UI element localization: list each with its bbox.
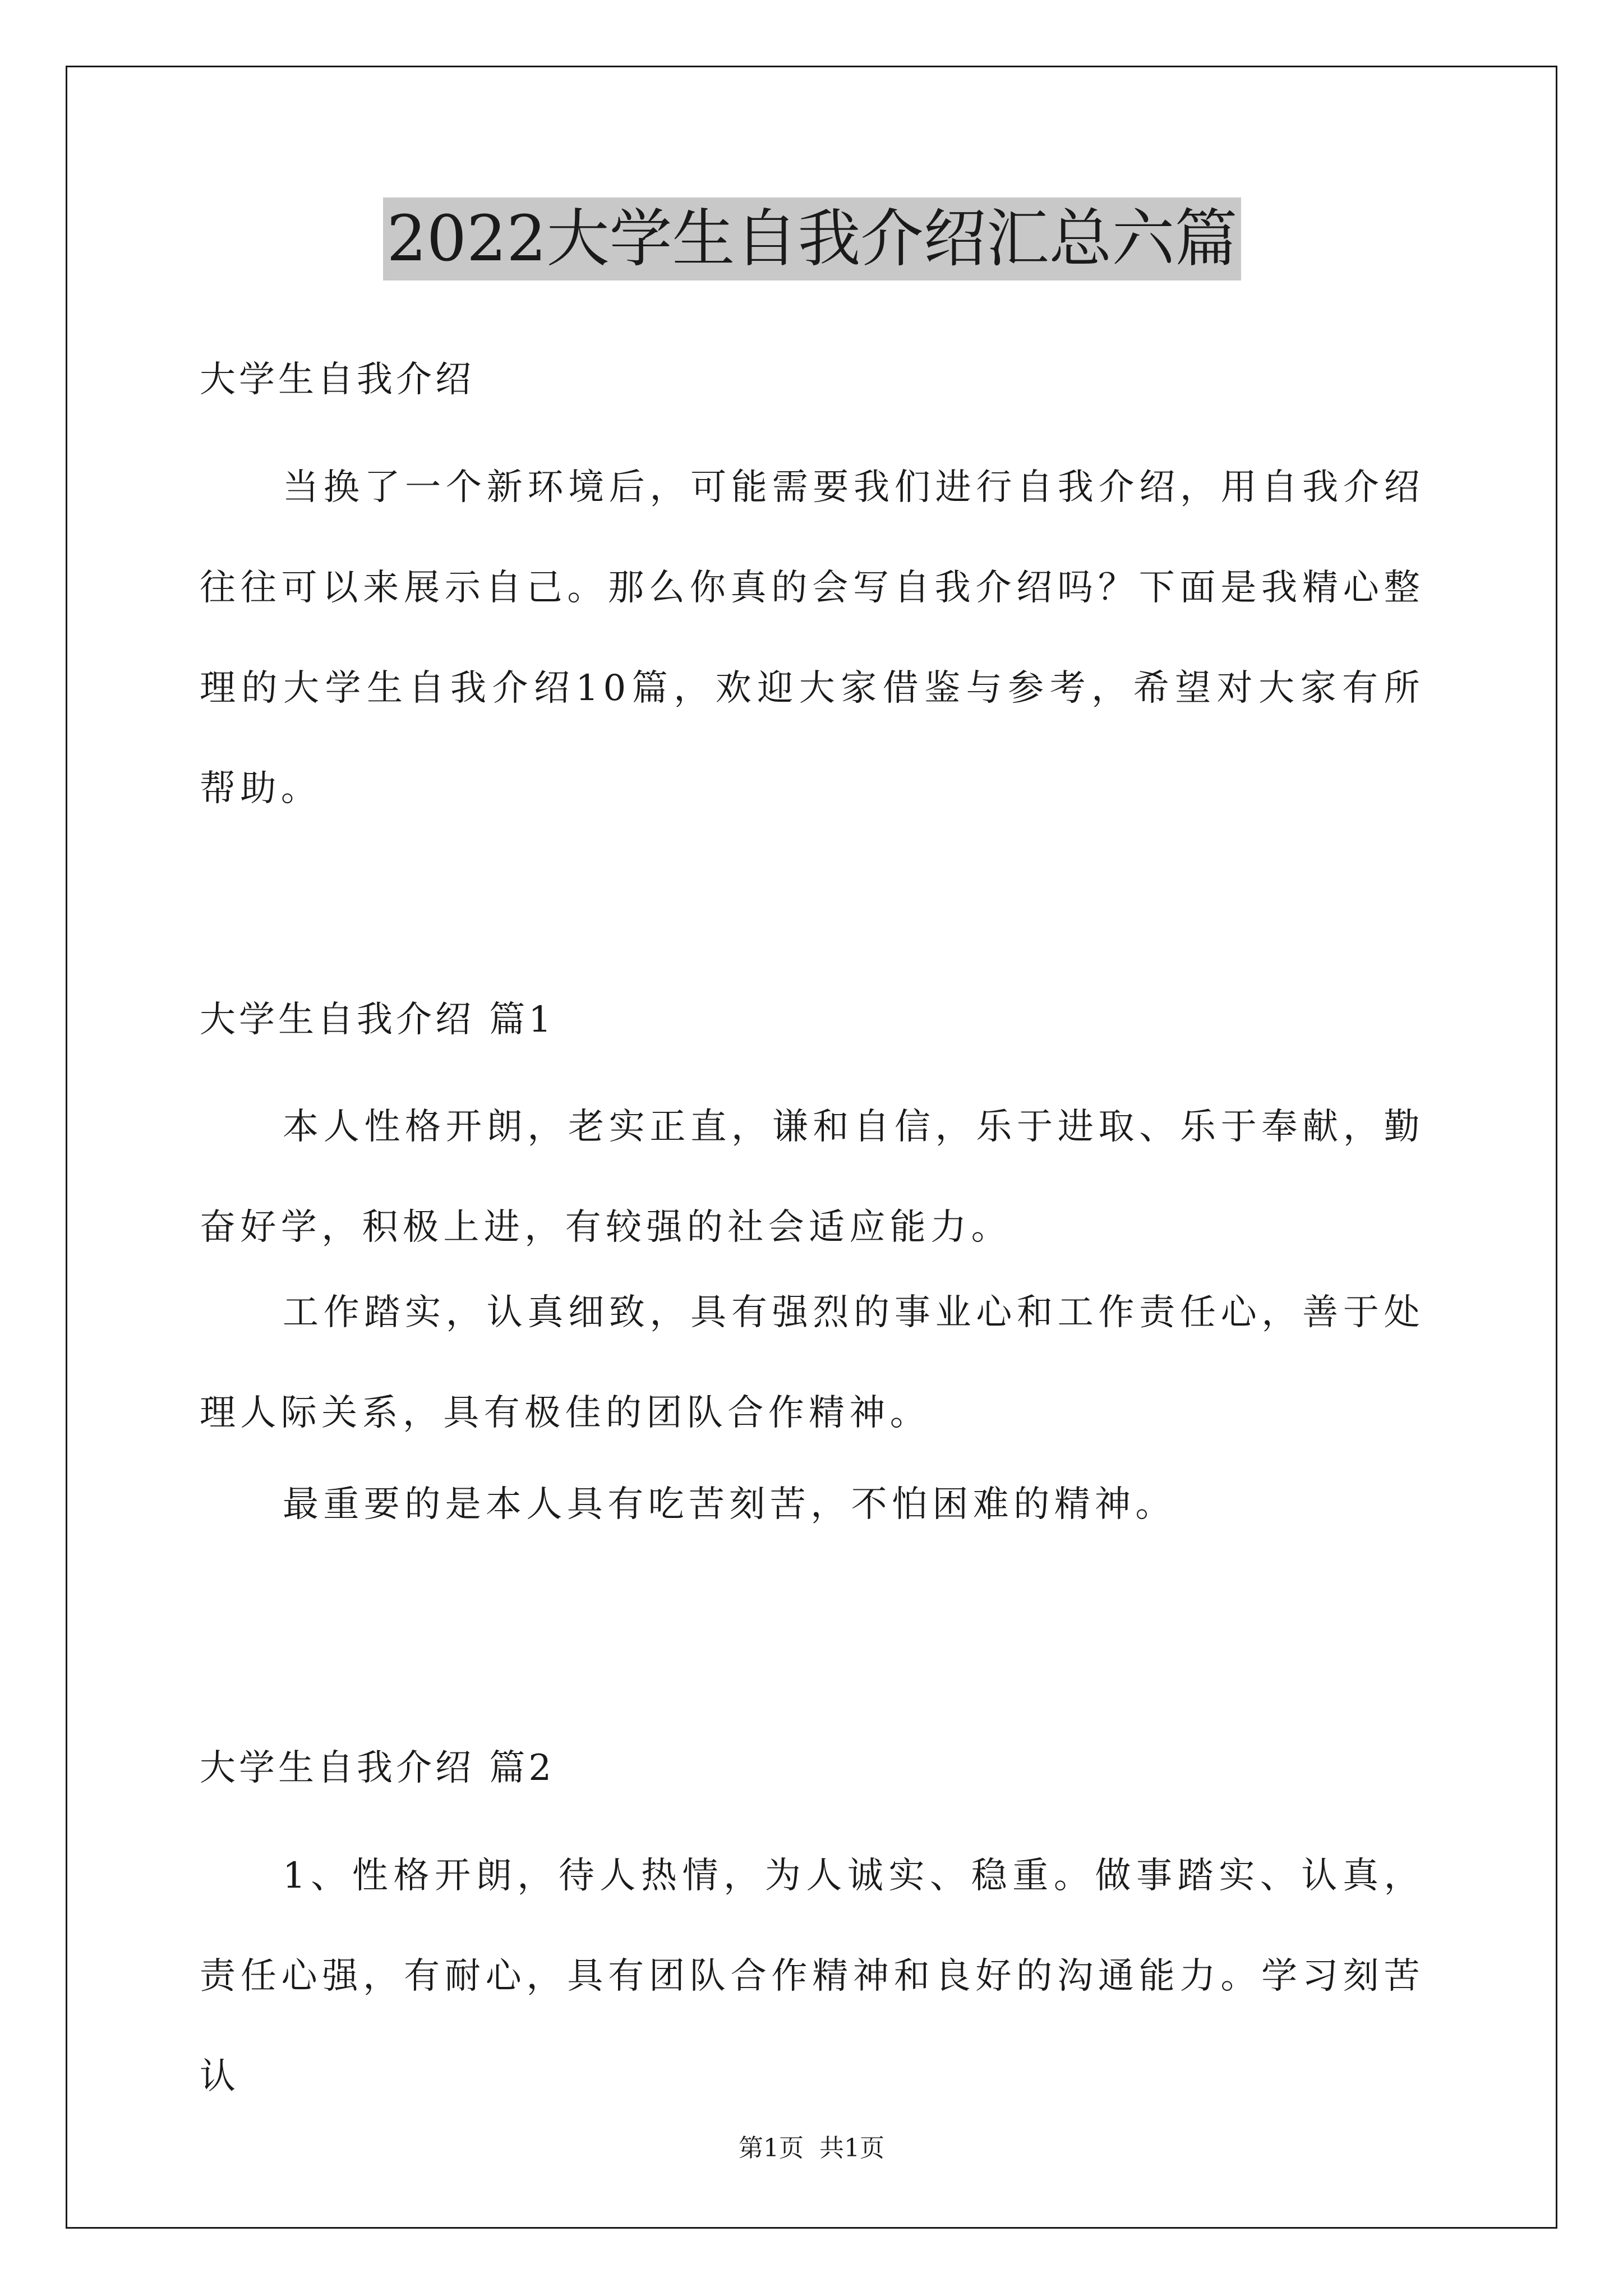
- part-1-paragraph-1: 本人性格开朗，老实正直，谦和自信，乐于进取、乐于奉献，勤奋好学，积极上进，有较强的社会适应能力。: [200, 1106, 1424, 1248]
- document-title: 2022大学生自我介绍汇总六篇: [383, 197, 1241, 280]
- section-heading-part-1: 大学生自我介绍 篇1: [200, 999, 555, 1041]
- part-1-paragraph-3: 最重要的是本人具有吃苦刻苦，不怕困难的精神。: [283, 1484, 1176, 1525]
- section-heading-intro: 大学生自我介绍: [200, 359, 474, 401]
- part-2-paragraph-1: 1、性格开朗，待人热情，为人诚实、稳重。做事踏实、认真，责任心强，有耐心，具有团队合作精神和良好的沟通能力。学习刻苦认: [200, 1855, 1424, 2097]
- part-1-paragraph-2: 工作踏实，认真细致，具有强烈的事业心和工作责任心，善于处理人际关系，具有极佳的团队合作精神。: [200, 1292, 1424, 1434]
- intro-paragraph: 当换了一个新环境后，可能需要我们进行自我介绍，用自我介绍往往可以来展示自己。那么你真的会写自我介绍吗？下面是我精心整理的大学生自我介绍10篇，欢迎大家借鉴与参考，希望对大家有所帮助。: [200, 467, 1424, 809]
- title-container: [200, 197, 1424, 280]
- page-number-footer: 第1页 共1页: [739, 2134, 884, 2162]
- section-heading-part-2: 大学生自我介绍 篇2: [200, 1747, 555, 1789]
